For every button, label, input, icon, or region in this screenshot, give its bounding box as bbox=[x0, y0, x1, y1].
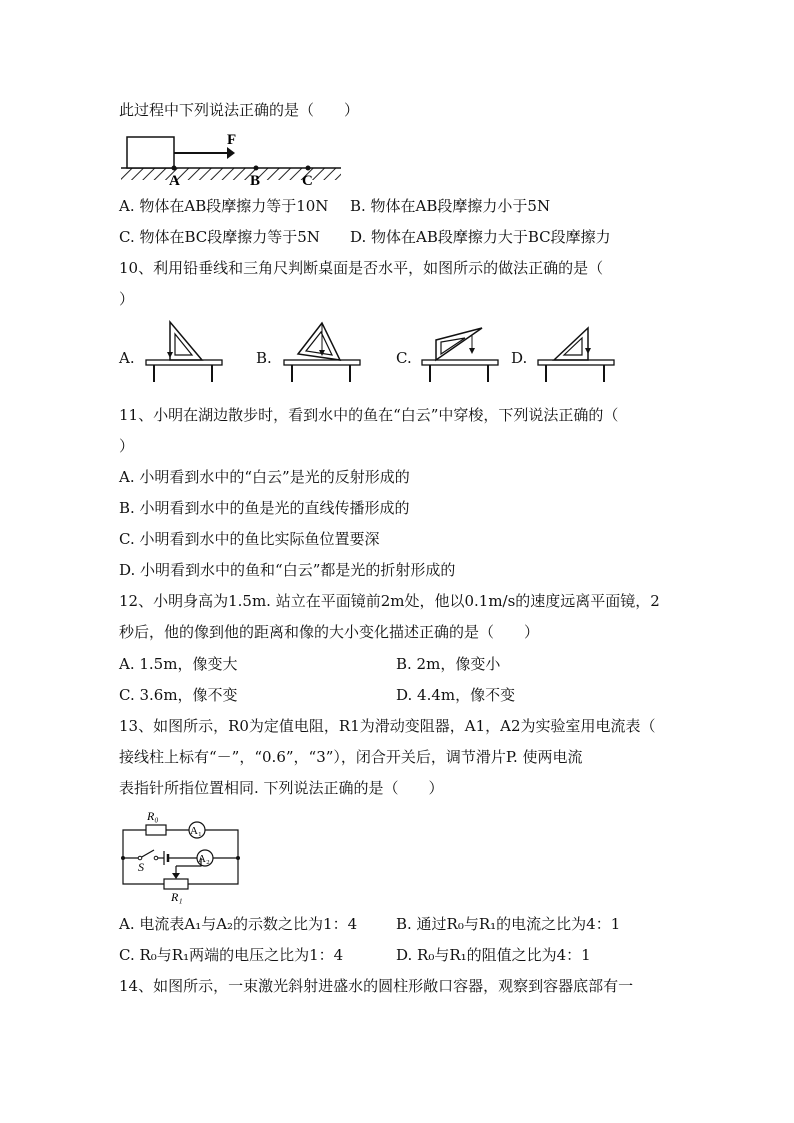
q13-option-d: D. R₀与R₁的阻值之比为4：1 bbox=[396, 946, 591, 964]
q11-stem-line2: ） bbox=[119, 437, 135, 455]
q11-option-c: C. 小明看到水中的鱼比实际鱼位置要深 bbox=[119, 530, 380, 548]
q9-option-b: B. 物体在AB段摩擦力小于5N bbox=[350, 197, 551, 215]
q10-stem-line1: 10、利用铅垂线和三角尺判断桌面是否水平，如图所示的做法正确的是（ bbox=[119, 259, 604, 277]
a2-label: A₂ bbox=[198, 853, 210, 865]
q9-option-d: D. 物体在AB段摩擦力大于BC段摩擦力 bbox=[350, 228, 611, 246]
q13-circuit-diagram bbox=[118, 805, 248, 905]
q10-label-b: B. bbox=[256, 349, 272, 367]
q11-option-a: A. 小明看到水中的“白云”是光的反射形成的 bbox=[119, 468, 410, 486]
q14-stem-line1: 14、如图所示，一束激光斜射进盛水的圆柱形敞口容器，观察到容器底部有一 bbox=[119, 977, 634, 995]
point-c-dot bbox=[306, 166, 311, 171]
q13-option-c: C. R₀与R₁两端的电压之比为1：4 bbox=[119, 946, 344, 964]
q11-option-d: D. 小明看到水中的鱼和“白云”都是光的折射形成的 bbox=[119, 561, 456, 579]
q11-option-b: B. 小明看到水中的鱼是光的直线传播形成的 bbox=[119, 499, 410, 517]
point-b-label: B bbox=[250, 173, 261, 188]
q9-stem: 此过程中下列说法正确的是（ ） bbox=[119, 101, 360, 119]
q13-stem-line3: 表指针所指位置相同. 下列说法正确的是（ ） bbox=[119, 779, 444, 797]
q12-option-d: D. 4.4m，像不变 bbox=[396, 686, 516, 704]
r1-label: R₁ bbox=[171, 890, 183, 904]
r0-label: R₀ bbox=[147, 809, 159, 823]
q10-label-a: A. bbox=[119, 349, 135, 367]
q10-figure-a bbox=[144, 320, 224, 385]
q10-figure-c bbox=[420, 320, 500, 385]
q12-option-c: C. 3.6m，像不变 bbox=[119, 686, 238, 704]
q12-option-a: A. 1.5m，像变大 bbox=[119, 655, 238, 673]
q10-stem-line2: ） bbox=[119, 290, 135, 308]
q13-option-a: A. 电流表A₁与A₂的示数之比为1：4 bbox=[119, 915, 358, 933]
block bbox=[127, 137, 174, 168]
q12-stem-line2: 秒后，他的像到他的距离和像的大小变化描述正确的是（ ） bbox=[119, 623, 540, 641]
point-b-dot bbox=[254, 166, 259, 171]
a1-label: A₁ bbox=[190, 825, 202, 837]
q13-option-b: B. 通过R₀与R₁的电流之比为4：1 bbox=[396, 915, 621, 933]
q9-option-c: C. 物体在BC段摩擦力等于5N bbox=[119, 228, 320, 246]
point-c-label: C bbox=[302, 173, 313, 188]
q11-stem-line1: 11、小明在湖边散步时，看到水中的鱼在“白云”中穿梭，下列说法正确的（ bbox=[119, 406, 619, 424]
point-a-label: A bbox=[169, 173, 180, 188]
q10-figure-d bbox=[536, 320, 616, 385]
force-label: F bbox=[227, 132, 237, 148]
q9-option-a: A. 物体在AB段摩擦力等于10N bbox=[119, 197, 329, 215]
q12-option-b: B. 2m，像变小 bbox=[396, 655, 501, 673]
q12-stem-line1: 12、小明身高为1.5m. 站立在平面镜前2m处，他以0.1m/s的速度远离平面镜，2 bbox=[119, 592, 660, 610]
q13-stem-line2: 接线柱上标有“－”，“0.6”，“3”），闭合开关后，调节滑片P. 使两电流 bbox=[119, 748, 583, 766]
point-a-dot bbox=[172, 166, 177, 171]
switch-label: S bbox=[138, 860, 144, 874]
q13-stem-line1: 13、如图所示，R0为定值电阻，R1为滑动变阻器，A1，A2为实验室用电流表（ bbox=[119, 717, 656, 735]
force-arrowhead bbox=[227, 147, 235, 159]
q10-label-d: D. bbox=[511, 349, 528, 367]
q10-figure-b bbox=[282, 320, 362, 385]
q9-figure bbox=[115, 128, 345, 188]
q10-label-c: C. bbox=[396, 349, 412, 367]
